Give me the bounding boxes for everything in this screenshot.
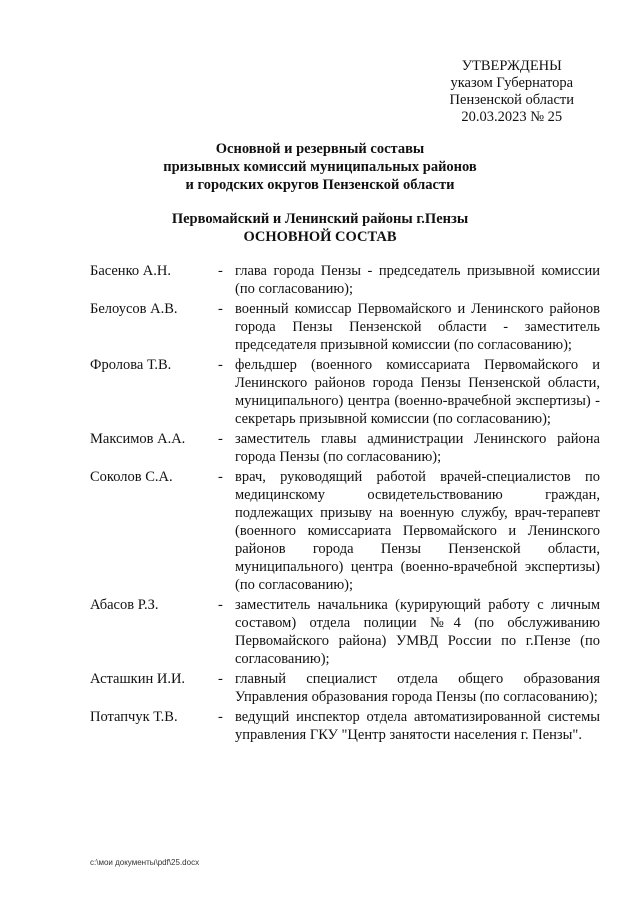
member-name: Фролова Т.В. [90,357,172,373]
document-title-line: призывных комиссий муниципальных районов [163,159,477,175]
composition-heading: ОСНОВНОЙ СОСТАВ [243,229,397,245]
approval-region: Пензенской области [449,92,574,108]
member-row [90,670,600,706]
member-name: Асташкин И.И. [90,671,186,687]
member-role: военный комиссар Первомайского и Ленинского районов города Пензы Пензенской области - заместитель председателя призывной комиссии (по согласованию); [235,301,600,353]
member-dash: - [218,469,223,485]
member-dash: - [218,709,223,725]
member-name: Белоусов А.В. [90,301,178,317]
member-name: Потапчук Т.В. [90,709,178,725]
members-list [90,262,600,746]
approval-decree: указом Губернатора [450,75,574,91]
member-row [90,468,600,594]
member-role: главный специалист отдела общего образования Управления образования города Пензы (по согласованию); [235,671,600,705]
member-dash: - [218,597,223,613]
document-title-line: Основной и резервный составы [215,141,425,157]
section-heading [0,210,640,246]
member-row [90,262,600,298]
member-role: глава города Пензы - председатель призывной комиссии (по согласованию); [235,263,600,297]
member-role: заместитель начальника (курирующий работу с личным составом) отдела полиции №4 (по обслуживанию Первомайского района) УМВД России по г.Пензе (по согласованию); [235,597,600,667]
member-dash: - [218,357,223,373]
approval-date-number: 20.03.2023 № 25 [461,109,563,125]
member-row [90,708,600,744]
member-name: Абасов Р.З. [90,597,159,613]
member-name: Максимов А.А. [90,431,186,447]
member-role: заместитель главы администрации Ленинского района города Пензы (по согласованию); [235,431,600,465]
member-role: фельдшер (военного комиссариата Первомайского и Ленинского районов города Пензы Пензенской области, муниципального) центра (военно-врачебной экспертизы) - секретарь призывной комиссии (по согласованию); [235,357,600,427]
member-dash: - [218,263,223,279]
member-name: Басенко А.Н. [90,263,171,279]
member-dash: - [218,431,223,447]
member-dash: - [218,301,223,317]
member-row [90,596,600,668]
member-role: ведущий инспектор отдела автоматизированной системы управления ГКУ "Центр занятости населения г. Пензы". [235,709,600,743]
document-title [0,140,640,194]
approval-title: УТВЕРЖДЕНЫ [461,58,562,74]
member-name: Соколов С.А. [90,469,173,485]
member-dash: - [218,671,223,687]
district-heading: Первомайский и Ленинский районы г.Пензы [171,211,469,227]
member-role: врач, руководящий работой врачей-специалистов по медицинскому освидетельствованию граждан, подлежащих призыву на военную службу, врач-терапевт (военного комиссариата Первомайского и Ленинского районов города Пензы Пензенской области, муниципального) центра (военно-врачебной экспертизы) (по согласованию); [235,469,600,593]
member-row [90,356,600,428]
file-path-footer: c:\мои документы\pdf\25.docx [90,858,200,867]
member-row [90,300,600,354]
document-title-line: и городских округов Пензенской области [185,177,455,193]
approval-stamp [450,58,574,126]
member-row [90,430,600,466]
